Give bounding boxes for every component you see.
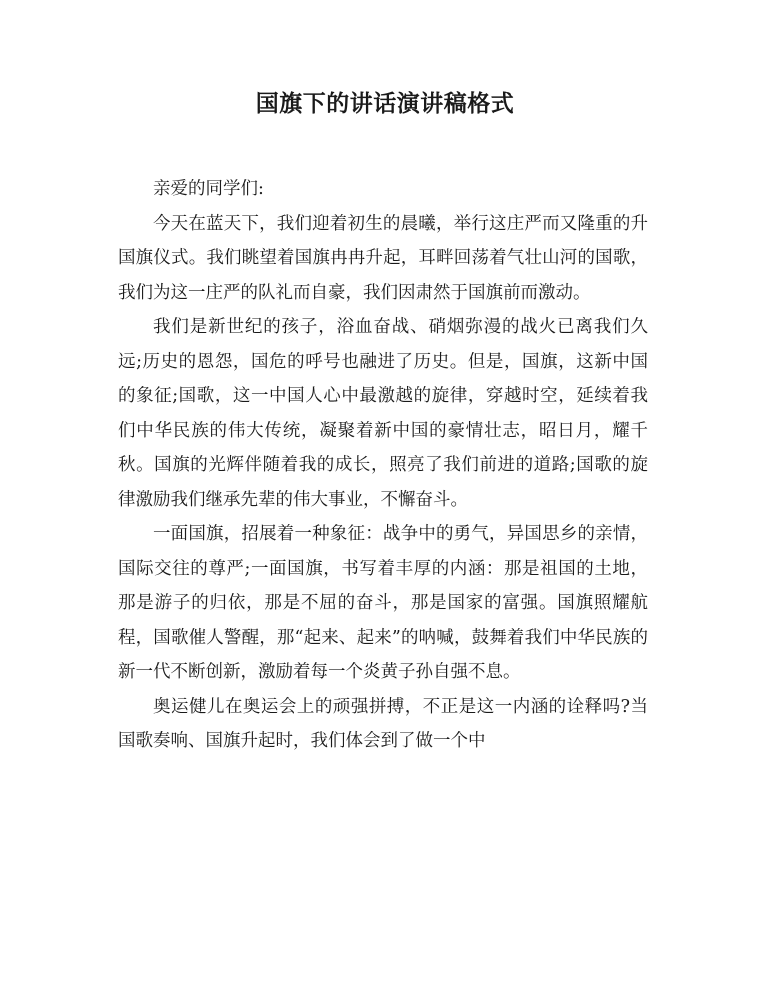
document-body — [118, 172, 648, 759]
document-title: 国旗下的讲话演讲稿格式 — [255, 91, 515, 117]
body-paragraph: 一面国旗，招展着一种象征：战争中的勇气，异国思乡的亲情，国际交往的尊严;一面国旗，书写着丰厚的内涵：那是祖国的土地，那是游子的归依，那是不屈的奋斗，那是国家的富强。国旗照耀航程，国歌催人警醒，那“起来、起来”的呐喊，鼓舞着我们中华民族的新一代不断创新，激励着每一个炎黄子孙自强不息。 — [118, 524, 648, 682]
body-paragraph: 今天在蓝天下，我们迎着初生的晨曦，举行这庄严而又隆重的升国旗仪式。我们眺望着国旗冉冉升起，耳畔回荡着气壮山河的国歌，我们为这一庄严的队礼而自豪，我们因肃然于国旗前而激动。 — [118, 213, 648, 303]
body-paragraph: 奥运健儿在奥运会上的顽强拼搏，不正是这一内涵的诠释吗?当国歌奏响、国旗升起时，我们体会到了做一个中 — [118, 696, 648, 751]
salutation-paragraph: 亲爱的同学们: — [153, 179, 264, 199]
body-paragraph: 我们是新世纪的孩子，浴血奋战、硝烟弥漫的战火已离我们久远;历史的恩怨，国危的呼号也融进了历史。但是，国旗，这新中国的象征;国歌，这一中国人心中最激越的旋律，穿越时空，延续着我们中华民族的伟大传统，凝聚着新中国的豪情壮志，昭日月，耀千秋。国旗的光辉伴随着我的成长，照亮了我们前进的道路;国歌的旋律激励我们继承先辈的伟大事业，不懈奋斗。 — [118, 317, 648, 510]
